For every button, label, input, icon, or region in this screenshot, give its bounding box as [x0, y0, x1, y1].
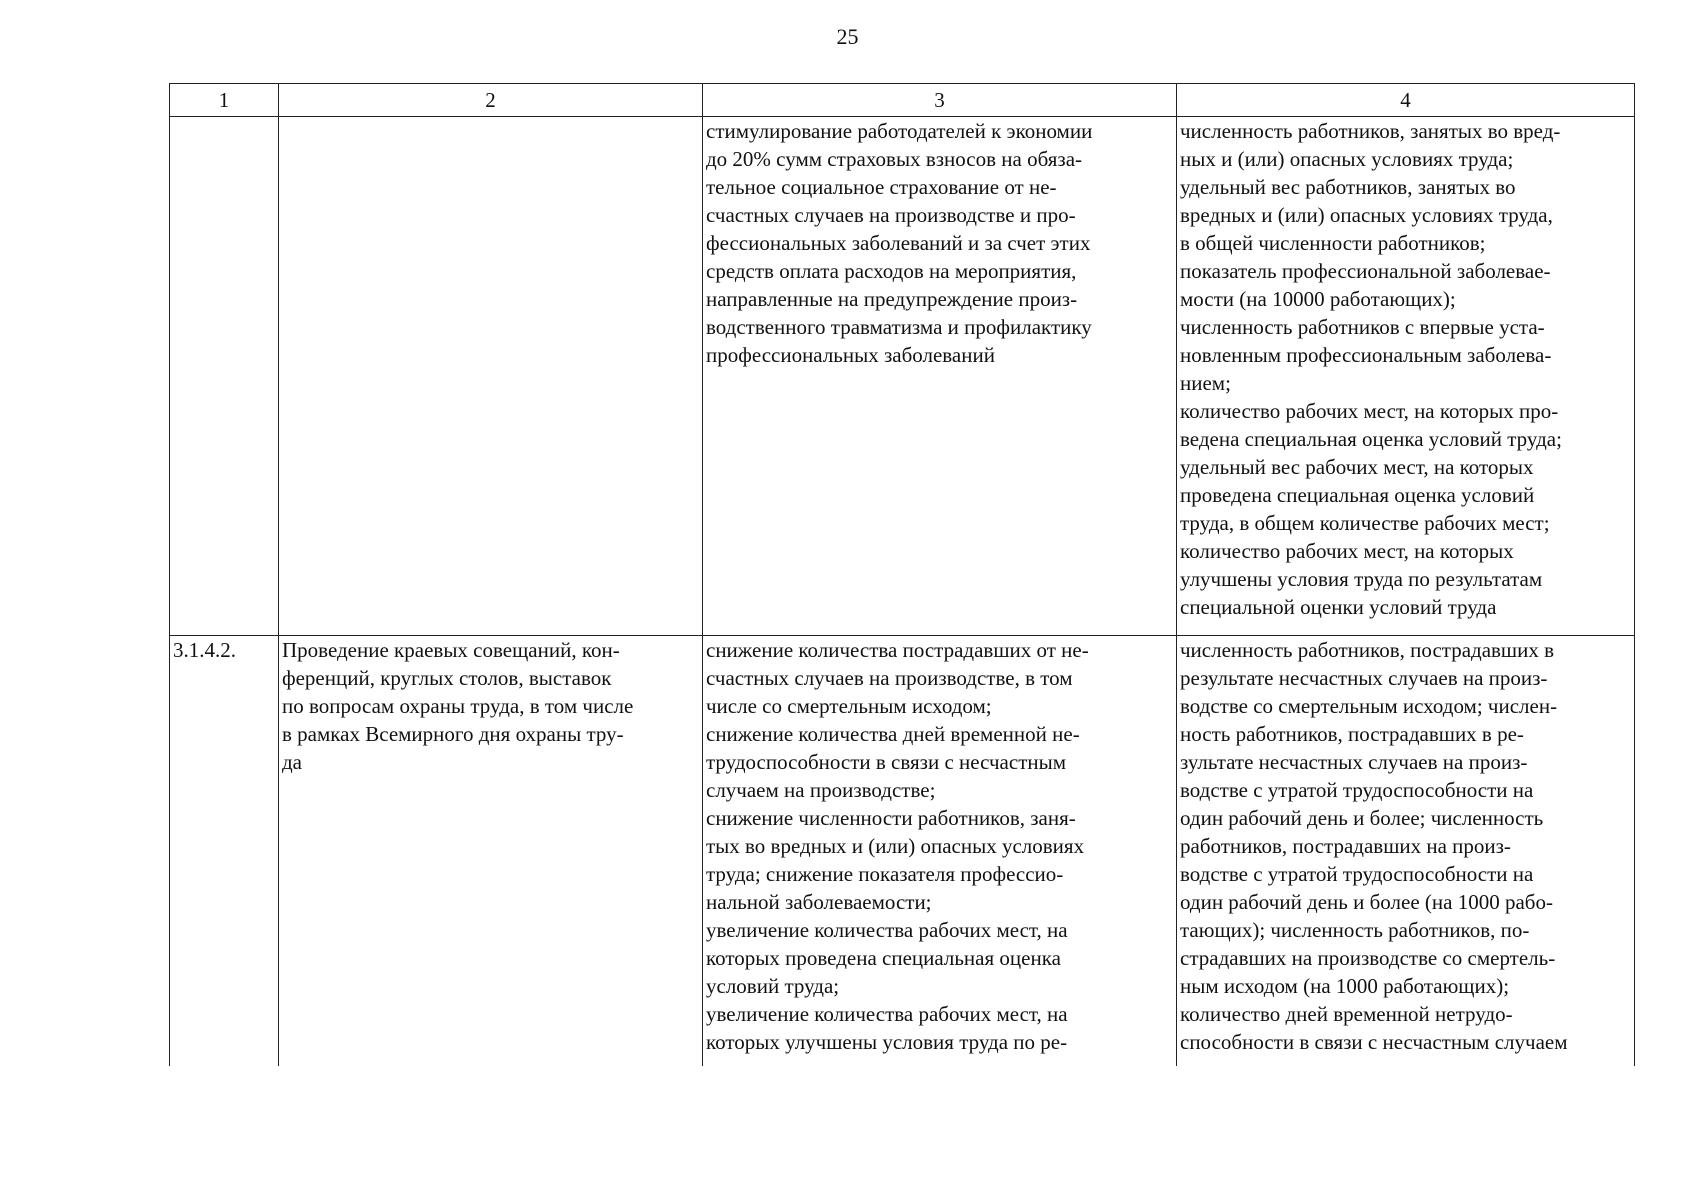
table-row	[170, 636, 1635, 1067]
cell-number	[170, 117, 279, 636]
cell-indicators: численность работников, пострадавших в результате несчастных случаев на произ- водстве со смертельным исходом; числен- ность работников, пострадавших в ре- зультате несчастных случаев на произ- водстве с утратой трудоспособности на один рабочий день и более; численность работников, пострадавших на произ- водстве с утратой трудоспособности на один рабочий день и более (на 1000 рабо- тающих); численность работников, по- страдавших на производстве со смертель- ным исходом (на 1000 работающих); количество дней временной нетрудо- способности в связи с несчастным случаем	[1177, 636, 1635, 1067]
column-header-3: 3	[703, 84, 1177, 117]
cell-measure-name	[279, 117, 703, 636]
column-header-1: 1	[170, 84, 279, 117]
measures-table	[169, 83, 1635, 1066]
table-row	[170, 117, 1635, 636]
page-number: 25	[836, 24, 859, 49]
cell-measure-name: Проведение краевых совещаний, кон- ференций, круглых столов, выставок по вопросам охраны труда, в том числе в рамках Всемирного дня охраны тру- да	[279, 636, 703, 1067]
cell-number: 3.1.4.2.	[170, 636, 279, 1067]
cell-indicators: численность работников, занятых во вред- ных и (или) опасных условиях труда; удельный вес работников, занятых во вредных и (или) опасных условиях труда, в общей численности работников; показатель профессиональной заболевае- мости (на 10000 работающих); численность работников с впервые уста- новленным профессиональным заболева- нием; количество рабочих мест, на которых про- ведена специальная оценка условий труда; удельный вес рабочих мест, на которых проведена специальная оценка условий труда, в общем количестве рабочих мест; количество рабочих мест, на которых улучшены условия труда по результатам специальной оценки условий труда	[1177, 117, 1635, 636]
column-header-2: 2	[279, 84, 703, 117]
table-header-row	[170, 84, 1635, 117]
cell-expected-result: стимулирование работодателей к экономии до 20% сумм страховых взносов на обяза- тельное социальное страхование от не- счастных случаев на производстве и про- фессиональных заболеваний и за счет этих средств оплата расходов на мероприятия, направленные на предупреждение произ- водственного травматизма и профилактику профессиональных заболеваний	[703, 117, 1177, 636]
column-header-4: 4	[1177, 84, 1635, 117]
cell-expected-result: снижение количества пострадавших от не- счастных случаев на производстве, в том числе со смертельным исходом; снижение количества дней временной не- трудоспособности в связи с несчастным случаем на производстве; снижение численности работников, заня- тых во вредных и (или) опасных условиях труда; снижение показателя профессио- нальной заболеваемости; увеличение количества рабочих мест, на которых проведена специальная оценка условий труда; увеличение количества рабочих мест, на которых улучшены условия труда по ре-	[703, 636, 1177, 1067]
